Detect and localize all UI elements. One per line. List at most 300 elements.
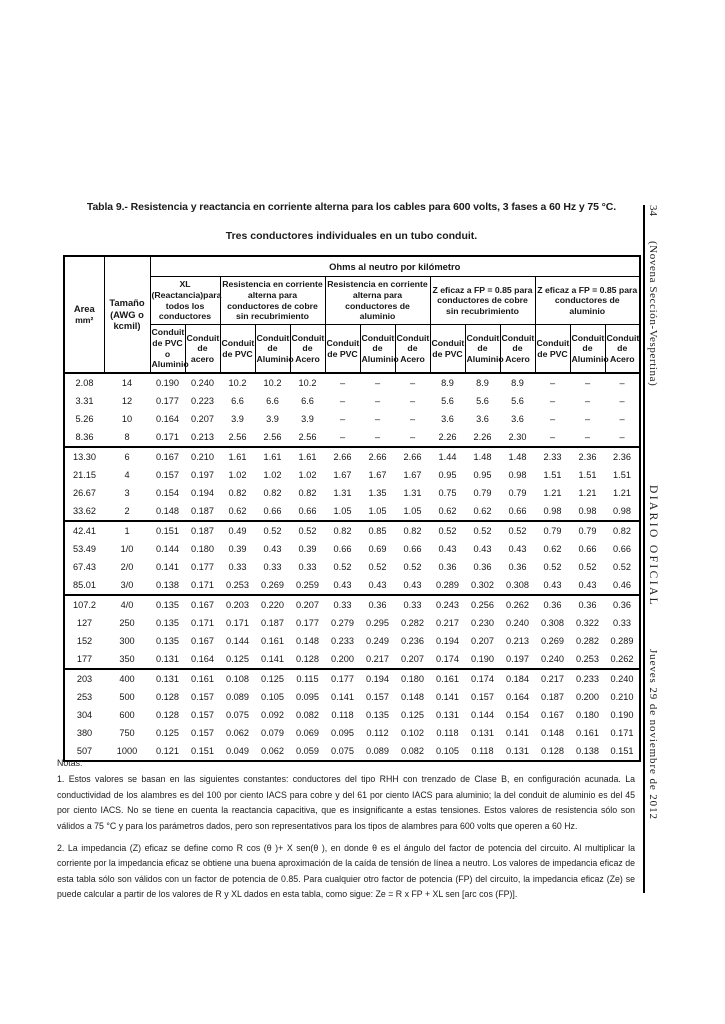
table-cell: 0.062 [261, 746, 284, 756]
table-cell: 0.79 [508, 488, 527, 498]
table-cell: 253 [76, 692, 93, 702]
table-cell: 0.52 [508, 526, 527, 536]
note-2: 2. La impedancia (Z) eficaz se define como R cos (θ )+ X sen(θ ), en donde θ es el ángulo del factor de potencia del circuito. Al multiplicar la corriente por la impedancia eficaz se obtiene una buena aproximación de la caída de tensión de línea a neutro. Los valores de impedancia eficaz de esta tabla sólo son válidos con un factor de potencia de 0.85. Para cualquier otro factor de potencia (FP) del circuito, la impedancia eficaz (Ze) se puede calcular a partir de los valores de R y XL dados en esta tabla, como sigue: Ze = R x FP + XL sen [arc cos (FP)]. [57, 843, 635, 900]
table-cell: 0.36 [508, 562, 527, 572]
table-cell: 10.2 [298, 378, 317, 388]
table-cell: – [549, 396, 556, 406]
header-conduit: Conduit de PVC [220, 325, 255, 374]
table-row [64, 706, 640, 724]
table-cell: 2/0 [120, 562, 134, 572]
table-cell: 1.31 [403, 488, 422, 498]
table-row [64, 595, 640, 614]
table-cell: 0.33 [403, 600, 422, 610]
table-cell: 0.213 [191, 432, 214, 442]
table-cell: – [549, 414, 556, 424]
table-cell: 0.190 [156, 378, 179, 388]
table-cell: 750 [119, 728, 135, 738]
table-cell: 0.52 [613, 562, 631, 572]
table-cell: 177 [76, 654, 93, 664]
table-cell: 0.36 [368, 600, 387, 610]
table-cell: 0.194 [191, 488, 214, 498]
table-cell: 0.240 [506, 618, 529, 628]
table-cell: 26.67 [73, 488, 96, 498]
table-cell: 0.184 [506, 674, 529, 684]
table-cell: – [584, 378, 591, 388]
table-cell: 0.289 [436, 580, 459, 590]
publication-name: DIARIO OFICIAL [647, 485, 659, 608]
table-cell: 0.98 [508, 470, 527, 480]
table-cell: 0.62 [473, 506, 492, 516]
table-cell: 2.56 [263, 432, 282, 442]
table-cell: 0.102 [401, 728, 424, 738]
table-cell: – [619, 414, 625, 424]
table-cell: 0.36 [438, 562, 457, 572]
table-cell: 0.39 [298, 544, 317, 554]
table-row [64, 502, 640, 521]
table-cell: 0.220 [261, 600, 284, 610]
table-cell: 0.171 [610, 728, 634, 738]
table-cell: 0.43 [438, 544, 457, 554]
table-cell: 0.112 [366, 728, 389, 738]
header-conduit: Conduit de Aluminio [465, 325, 500, 374]
table-cell: 0.167 [156, 452, 179, 462]
table-row-group [64, 669, 640, 761]
table-cell: 0.089 [366, 746, 389, 756]
table-row [64, 447, 640, 466]
table-row [64, 484, 640, 502]
table-cell: 3.31 [75, 396, 94, 406]
table-cell: 0.66 [613, 544, 631, 554]
table-cell: – [409, 432, 416, 442]
table-cell: 0.180 [401, 674, 424, 684]
table-cell: 0.135 [156, 600, 179, 610]
table-cell: 0.059 [296, 746, 319, 756]
table-row [64, 392, 640, 410]
table-title: Tabla 9.- Resistencia y reactancia en corriente alterna para los cables para 600 volts, 3 fases a 60 Hz y 75 °C. [86, 201, 617, 213]
table-cell: 0.151 [191, 746, 214, 756]
table-cell: 0.39 [228, 544, 247, 554]
table-row-group [64, 521, 640, 595]
table-cell: 0.203 [226, 600, 249, 610]
table-cell: 0.141 [436, 692, 459, 702]
table-cell: 0.52 [333, 562, 352, 572]
table-cell: 0.36 [473, 562, 492, 572]
table-cell: 1.67 [333, 470, 352, 480]
table-cell: 0.164 [506, 692, 529, 702]
table-cell: 0.52 [298, 526, 317, 536]
table-cell: 0.177 [191, 562, 214, 572]
table-cell: 0.213 [506, 636, 529, 646]
table-cell: – [374, 414, 381, 424]
table-cell: 0.157 [191, 710, 214, 720]
table-cell: 0.141 [156, 562, 179, 572]
table-cell: – [339, 432, 346, 442]
table-cell: 5.26 [75, 414, 94, 424]
table-cell: 0.62 [543, 544, 562, 554]
table-cell: 2.36 [613, 452, 631, 462]
table-cell: – [339, 378, 346, 388]
table-cell: 0.43 [333, 580, 352, 590]
table-cell: 0.243 [436, 600, 459, 610]
table-cell: 0.240 [541, 654, 564, 664]
table-cell: 0.236 [401, 636, 424, 646]
table-cell: 6.6 [301, 396, 314, 406]
table-cell: 0.43 [368, 580, 387, 590]
table-cell: 0.125 [261, 674, 284, 684]
table-row [64, 688, 640, 706]
table-cell: 0.171 [191, 580, 214, 590]
table-cell: 1 [124, 526, 130, 536]
table-cell: 0.43 [508, 544, 527, 554]
table-cell: – [409, 396, 416, 406]
table-cell: – [409, 414, 416, 424]
table-cell: 0.66 [403, 544, 422, 554]
table-cell: 0.233 [576, 674, 599, 684]
table-cell: 0.52 [368, 562, 387, 572]
table-cell: 21.15 [73, 470, 96, 480]
table-cell: 0.66 [333, 544, 352, 554]
header-ohms: Ohms al neutro por kilómetro [150, 256, 640, 277]
table-cell: 0.197 [506, 654, 529, 664]
table-cell: 0.171 [226, 618, 249, 628]
table-cell: 0.171 [156, 432, 179, 442]
table-cell: 304 [76, 710, 93, 720]
table-cell: 0.217 [436, 618, 459, 628]
table-cell: 0.200 [331, 654, 354, 664]
table-cell: 0.141 [331, 692, 354, 702]
table-cell: 1.61 [263, 452, 282, 462]
table-cell: 0.82 [403, 526, 422, 536]
header-area-line2: mm² [75, 315, 94, 326]
table-cell: 5.6 [511, 396, 524, 406]
table-cell: 0.269 [541, 636, 564, 646]
table-cell: 33.62 [73, 506, 96, 516]
table-cell: 0.108 [226, 674, 249, 684]
table-cell: – [619, 432, 625, 442]
table-cell: 0.141 [506, 728, 529, 738]
table-cell: 6.6 [266, 396, 279, 406]
table-cell: 5.6 [441, 396, 454, 406]
table-row [64, 540, 640, 558]
table-cell: 0.180 [576, 710, 599, 720]
table-cell: 8.36 [75, 432, 94, 442]
table-cell: 0.282 [401, 618, 424, 628]
table-cell: 2.56 [228, 432, 247, 442]
table-cell: 0.52 [403, 562, 422, 572]
table-cell: 0.269 [261, 580, 284, 590]
header-area [64, 256, 104, 373]
table-cell: 0.131 [436, 710, 459, 720]
table-cell: 0.144 [471, 710, 494, 720]
table-cell: 0.164 [191, 654, 214, 664]
table-cell: 0.121 [156, 746, 179, 756]
header-conduit: Conduit de Aluminio [255, 325, 290, 374]
table-cell: 0.174 [436, 654, 459, 664]
table-cell: 85.01 [73, 580, 96, 590]
table-cell: 0.95 [438, 470, 457, 480]
table-cell: 0.207 [296, 600, 319, 610]
table-cell: 1.21 [543, 488, 562, 498]
table-cell: 0.82 [613, 526, 631, 536]
table-cell: 0.52 [543, 562, 562, 572]
table-cell: 0.52 [438, 526, 457, 536]
table-cell: 0.141 [261, 654, 284, 664]
table-row-group [64, 447, 640, 521]
table-cell: 0.148 [156, 506, 179, 516]
table-cell: – [619, 378, 625, 388]
table-cell: 0.98 [543, 506, 562, 516]
table-cell: 0.98 [613, 506, 631, 516]
table-cell: 0.128 [541, 746, 564, 756]
table-cell: 0.207 [191, 414, 214, 424]
table-cell: 1.67 [368, 470, 387, 480]
table-cell: 0.43 [543, 580, 562, 590]
table-cell: 0.66 [578, 544, 597, 554]
table-cell: 3.9 [231, 414, 244, 424]
table-cell: 0.075 [331, 746, 354, 756]
table-cell: 0.062 [226, 728, 249, 738]
table-cell: 0.125 [156, 728, 179, 738]
table-row [64, 576, 640, 595]
table-cell: 1.51 [578, 470, 597, 480]
table-cell: 0.194 [436, 636, 459, 646]
table-cell: 0.262 [506, 600, 529, 610]
table-cell: 0.79 [543, 526, 562, 536]
table-cell: 0.259 [296, 580, 319, 590]
table-cell: 0.075 [226, 710, 249, 720]
table-cell: 0.69 [368, 544, 387, 554]
table-cell: 0.200 [576, 692, 599, 702]
table-cell: 0.197 [191, 470, 214, 480]
table-row [64, 466, 640, 484]
table-cell: 0.207 [401, 654, 424, 664]
table-cell: 0.207 [471, 636, 494, 646]
table-cell: 0.66 [263, 506, 282, 516]
table-cell: 0.85 [368, 526, 387, 536]
table-cell: 8.9 [476, 378, 489, 388]
table-cell: 0.174 [471, 674, 494, 684]
table-cell: 0.187 [261, 618, 284, 628]
table-cell: 1.51 [543, 470, 562, 480]
table-cell: 6 [124, 452, 130, 462]
table-cell: 1.44 [438, 452, 457, 462]
table-cell: 2.33 [543, 452, 562, 462]
table-cell: 0.089 [226, 692, 249, 702]
table-cell: 53.49 [73, 544, 96, 554]
table-cell: 0.256 [471, 600, 494, 610]
table-cell: 0.302 [471, 580, 494, 590]
table-cell: – [549, 378, 556, 388]
table-cell: 1.48 [508, 452, 527, 462]
table-cell: 3 [124, 488, 130, 498]
table-cell: 500 [119, 692, 135, 702]
table-cell: 203 [76, 674, 93, 684]
table-cell: 0.240 [610, 674, 634, 684]
table-cell: 0.46 [613, 580, 631, 590]
table-cell: 2.66 [333, 452, 352, 462]
table-cell: 2.26 [438, 432, 457, 442]
table-cell: 0.217 [541, 674, 564, 684]
table-cell: 0.36 [543, 600, 562, 610]
table-row [64, 558, 640, 576]
header-conduit: Conduit de PVC [430, 325, 465, 374]
table-cell: 0.135 [156, 618, 179, 628]
table-cell: 0.230 [471, 618, 494, 628]
table-row [64, 650, 640, 669]
table-cell: 0.069 [296, 728, 319, 738]
table-cell: 0.128 [156, 710, 179, 720]
table-cell: 0.177 [156, 396, 179, 406]
table-row-group [64, 373, 640, 447]
table-cell: 0.210 [191, 452, 214, 462]
table-cell: 0.092 [261, 710, 284, 720]
table-cell: 0.249 [366, 636, 389, 646]
table-cell: 0.082 [296, 710, 319, 720]
table-cell: 0.144 [156, 544, 179, 554]
table-cell: 14 [121, 378, 133, 388]
header-group-z-copper: Z eficaz a FP = 0.85 para conductores de cobre sin recubrimiento [430, 277, 535, 325]
header-conduit: Conduit de PVC [325, 325, 360, 374]
table-cell: 5.6 [476, 396, 489, 406]
table-cell: 0.167 [191, 636, 214, 646]
table-cell: 0.52 [473, 526, 492, 536]
table-cell: 0.52 [263, 526, 282, 536]
table-cell: 0.308 [506, 580, 529, 590]
table-cell: 0.95 [473, 470, 492, 480]
table-cell: 2.56 [298, 432, 317, 442]
table-cell: 600 [119, 710, 135, 720]
table-cell: 0.082 [401, 746, 424, 756]
table-cell: 0.128 [156, 692, 179, 702]
table-row [64, 669, 640, 688]
table-cell: 0.62 [438, 506, 457, 516]
page-number: 34 [647, 205, 659, 216]
table-cell: 0.138 [156, 580, 179, 590]
table-cell: – [339, 396, 346, 406]
table-cell: 42.41 [73, 526, 96, 536]
table-cell: 1.02 [228, 470, 247, 480]
table-cell: 0.33 [263, 562, 282, 572]
table-cell: 0.049 [226, 746, 249, 756]
table-cell: 0.125 [401, 710, 424, 720]
table-cell: 0.095 [296, 692, 319, 702]
table-cell: 0.187 [191, 526, 214, 536]
table-cell: 0.135 [366, 710, 389, 720]
table-cell: 0.282 [576, 636, 599, 646]
header-size: Tamaño (AWG o kcmil) [104, 256, 150, 373]
table-cell: 0.190 [471, 654, 494, 664]
header-conduit: Conduit de PVC [535, 325, 570, 374]
table-row [64, 373, 640, 392]
table-cell: 0.131 [156, 654, 179, 664]
table-cell: 0.154 [156, 488, 179, 498]
table-cell: – [619, 396, 625, 406]
table-cell: 0.105 [261, 692, 284, 702]
table-cell: 0.128 [296, 654, 319, 664]
table-cell: 0.194 [366, 674, 389, 684]
table-cell: 2.08 [75, 378, 94, 388]
table-cell: 1.67 [403, 470, 422, 480]
table-cell: 0.157 [191, 728, 214, 738]
table-cell: 10.2 [263, 378, 282, 388]
table-cell: 380 [76, 728, 93, 738]
table-cell: 0.151 [610, 746, 634, 756]
table-row [64, 632, 640, 650]
table-cell: 3.6 [511, 414, 524, 424]
table-subtitle: Tres conductores individuales en un tubo conduit. [225, 230, 478, 242]
table-cell: 0.43 [578, 580, 597, 590]
table-cell: 300 [119, 636, 135, 646]
table-cell: 0.262 [610, 654, 634, 664]
table-cell: 0.144 [226, 636, 249, 646]
table-cell: 250 [119, 618, 135, 628]
table-cell: 0.171 [191, 618, 214, 628]
table-cell: 0.210 [610, 692, 634, 702]
table-cell: 0.43 [473, 544, 492, 554]
table-cell: 1.61 [298, 452, 317, 462]
table-cell: – [584, 396, 591, 406]
table-cell: 0.157 [191, 692, 214, 702]
table-cell: 152 [76, 636, 93, 646]
table-cell: 0.308 [541, 618, 564, 628]
table-cell: 0.33 [333, 600, 352, 610]
table-cell: 0.190 [610, 710, 634, 720]
table-cell: 0.82 [263, 488, 282, 498]
table-cell: 0.157 [366, 692, 389, 702]
table-cell: 1.51 [613, 470, 631, 480]
header-conduit: Conduit de Acero [395, 325, 430, 374]
table-header [64, 256, 640, 373]
table-cell: 0.233 [331, 636, 354, 646]
table-cell: 0.82 [333, 526, 352, 536]
table-cell: 67.43 [73, 562, 96, 572]
table-cell: 0.289 [610, 636, 634, 646]
header-group-resistance-aluminum: Resistencia en corriente alterna para conductores de aluminio [325, 277, 430, 325]
table-cell: 0.253 [576, 654, 599, 664]
header-conduit: Conduit de PVC o Aluminio [150, 325, 185, 374]
table-cell: 0.164 [156, 414, 179, 424]
table-cell: 1.02 [298, 470, 317, 480]
table-cell: 0.66 [298, 506, 317, 516]
table-row [64, 614, 640, 632]
table-cell: 0.43 [403, 580, 422, 590]
table-cell: 0.131 [156, 674, 179, 684]
publication-date: Jueves 29 de noviembre de 2012 [647, 649, 659, 820]
table-cell: 0.79 [473, 488, 492, 498]
table-cell: 0.223 [191, 396, 214, 406]
header-conduit: Conduit de Acero [605, 325, 640, 374]
table-cell: 0.161 [191, 674, 214, 684]
table-cell: 1.35 [368, 488, 387, 498]
table-cell: – [374, 432, 381, 442]
table-cell: 13.30 [73, 452, 96, 462]
header-group-reactance: XL (Reactancia)para todos los conductores [150, 277, 220, 325]
table-row [64, 521, 640, 540]
header-conduit: Conduit de Acero [290, 325, 325, 374]
table-cell: 8 [124, 432, 130, 442]
table-cell: 0.36 [578, 600, 597, 610]
header-area-line1: Area [73, 302, 95, 314]
table-cell: 400 [119, 674, 135, 684]
table-row-group [64, 595, 640, 669]
table-cell: 0.167 [191, 600, 214, 610]
table-cell: 0.217 [366, 654, 389, 664]
table-cell: 2.30 [508, 432, 527, 442]
table-cell: 12 [121, 396, 133, 406]
table-cell: 8.9 [511, 378, 524, 388]
table-row [64, 410, 640, 428]
table-cell: 0.33 [298, 562, 317, 572]
